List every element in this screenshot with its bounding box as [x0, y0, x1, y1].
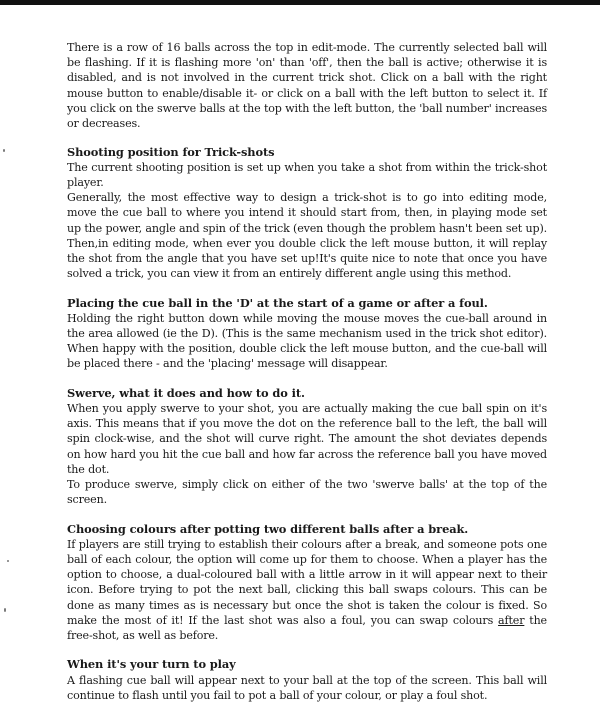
underlined-word: after — [498, 613, 525, 627]
section-heading: Placing the cue ball in the 'D' at the start of a game or after a foul. — [67, 295, 488, 310]
section-paragraph: When you apply swerve to your shot, you are actually making the cue ball spin on it's axis. This means that if you move the dot on the reference ball to the left, the ball will spin clock-wise, and the shot will curve right. The amount the shot deviates depends on how hard you hit the cue ball and how far across the reference ball you have moved the dot. — [67, 402, 547, 476]
section-paragraph: The current shooting position is set up when you take a shot from within the trick-shot player. — [67, 160, 547, 190]
intro-section — [67, 40, 547, 131]
section-heading: When it's your turn to play — [67, 657, 236, 672]
section-your-turn — [67, 657, 547, 703]
section-choosing-colours — [67, 522, 547, 644]
document-page — [67, 40, 547, 717]
scan-speck — [7, 560, 9, 562]
section-heading: Swerve, what it does and how to do it. — [67, 385, 305, 400]
section-heading: Choosing colours after potting two different balls after a break. — [67, 521, 469, 536]
section-paragraph: Holding the right button down while moving the mouse moves the cue-ball around in the area allowed (ie the D). (This is the same mechanism used in the trick shot editor). When happy with the position, double click the left mouse button, and the cue-ball will be placed there - and the 'placing' message will disappear. — [67, 311, 547, 371]
section-swerve — [67, 386, 547, 508]
paragraph-tail: the free-shot, as well as before. — [67, 613, 547, 643]
intro-paragraph: There is a row of 16 balls across the top in edit-mode. The currently selected ball will be flashing. If it is flashing more 'on' than 'off', then the ball is active; otherwise it is disabled, and is not involved in the current trick shot. Click on a ball with the right mouse button to enable/disable it- or click on a ball with the left button to select it. If you click on the swerve balls at the top with the left button, the 'ball number' increases or decreases. — [67, 41, 547, 131]
paragraph-text: If players are still trying to establish their colours after a break, and someone pots one ball of each colour, the option will come up for them to choose. When a player has the option to choose, a dual-coloured ball with a little arrow in it will appear next to their icon. Before trying to pot the next ball, clicking this ball swaps colours. This can be done as many times as is necessary but once the shot is taken the colour is fixed. So make the most of it! If the last shot was also a foul, you can swap colours — [67, 537, 547, 627]
scan-speck — [4, 608, 6, 612]
section-paragraph: To produce swerve, simply click on either of the two 'swerve balls' at the top of the screen. — [67, 478, 547, 507]
section-heading: Shooting position for Trick-shots — [67, 144, 275, 159]
section-paragraph: A flashing cue ball will appear next to your ball at the top of the screen. This ball will continue to flash until you fail to pot a ball of your colour, or play a foul shot. — [67, 673, 547, 702]
page-top-edge — [0, 0, 600, 5]
scan-speck — [3, 149, 5, 152]
section-paragraph — [67, 537, 547, 643]
section-shooting-position — [67, 145, 547, 282]
section-paragraph: Generally, the most effective way to design a trick-shot is to go into editing mode, move the cue ball to where you intend it should start from, then, in playing mode set up the power, angle and spin of the trick (even though the problem hasn't been set up). Then,in editing mode, when ever you double click the left mouse button, it will replay the shot from the angle that you have set up!It's quite nice to note that once you have solved a trick, you can view it from an entirely different angle using this method. — [67, 191, 547, 281]
section-placing-cue-ball — [67, 296, 547, 372]
